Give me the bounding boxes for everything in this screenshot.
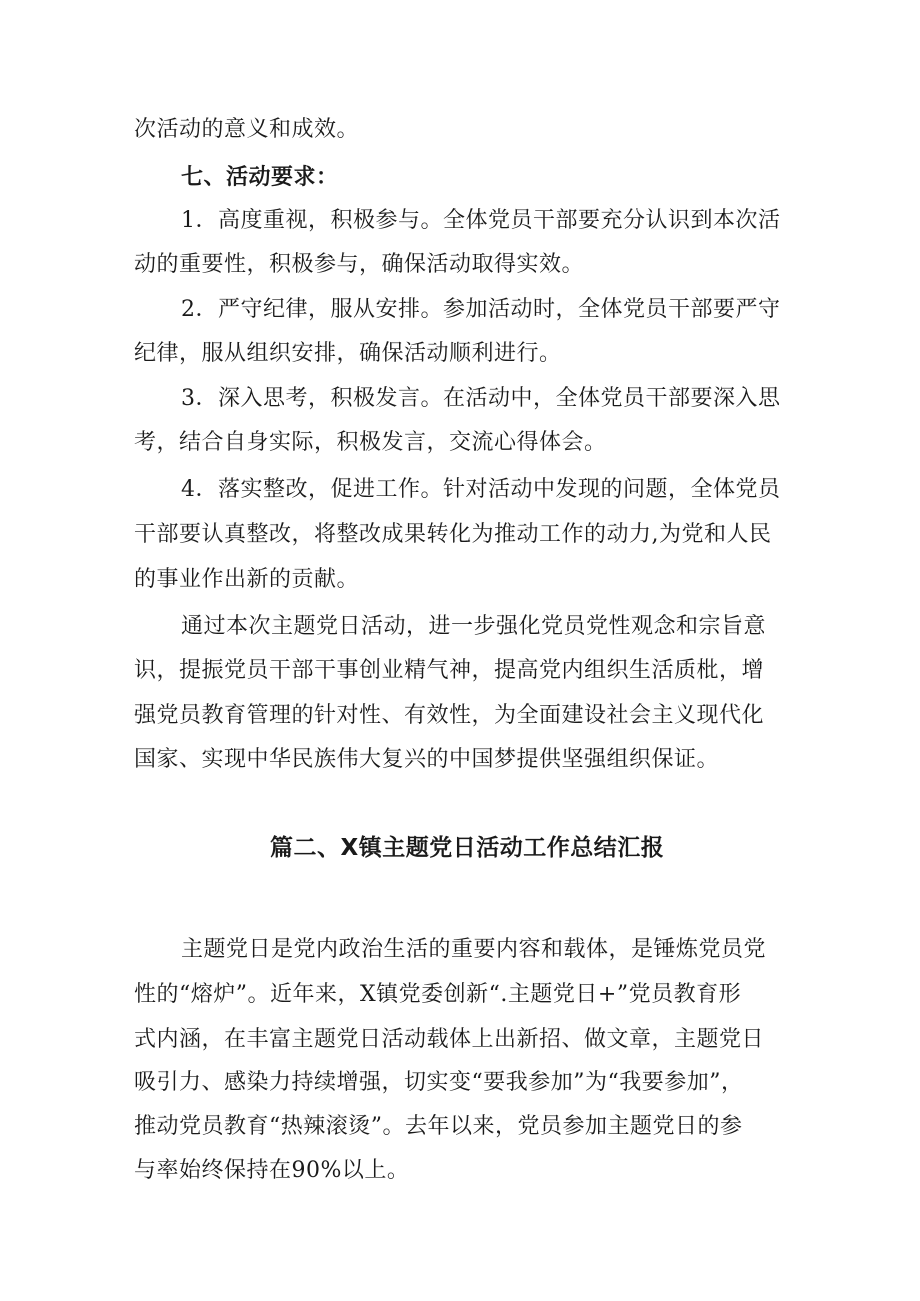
article-line-4: 吸引力、感染力持续增强，切实变“要我参加”为“我要参加”， xyxy=(134,1070,744,1095)
requirement-3-line2: 考，结合自身实际，积极发言，交流心得体会。 xyxy=(134,430,607,455)
article-line-2: 性的“熔炉”。近年来，X镇党委创新“.主题党日+”党员教育形 xyxy=(134,982,742,1007)
conclusion-line-3: 强党员教育管理的针对性、有效性，为全面建设社会主义现代化 xyxy=(134,703,765,728)
conclusion-line-2: 识，提振党员干部干事创业精气神，提高党内组织生活质枇，增 xyxy=(134,658,765,683)
continuation-line: 次活动的意义和成效。 xyxy=(134,117,360,142)
requirement-4-line1: 4．落实整改，促进工作。针对活动中发现的问题，全体党员 xyxy=(181,477,781,502)
article-line-6: 与率始终保持在90%以上。 xyxy=(134,1158,410,1183)
conclusion-line-1: 通过本次主题党日活动，进一步强化党员党性观念和宗旨意 xyxy=(181,614,767,639)
requirement-4-line3: 的事业作出新的贡献。 xyxy=(134,567,360,592)
section-heading: 七、活动要求： xyxy=(181,164,339,190)
requirement-3-line1: 3．深入思考，积极发言。在活动中，全体党员干部要深入思 xyxy=(181,386,781,411)
article-line-1: 主题党日是党内政治生活的重要内容和载体，是锤炼党员党 xyxy=(181,937,767,962)
requirement-4-line2: 干部要认真整改，将整改成果转化为推动工作的动力,为党和人民 xyxy=(134,522,772,547)
article-line-3: 式内涵，在丰富主题党日活动载体上出新招、做文章，主题党日 xyxy=(134,1027,765,1052)
requirement-1-line1: 1．高度重视，积极参与。全体党员干部要充分认识到本次活 xyxy=(181,208,781,233)
requirement-1-line2: 动的重要性，积极参与，确保活动取得实效。 xyxy=(134,252,585,277)
article-title: 篇二、X镇主题党日活动工作总结汇报 xyxy=(270,835,665,861)
conclusion-line-4: 国家、实现中华民族伟大复兴的中国梦提供坚强组织保证。 xyxy=(134,747,720,772)
article-line-5: 推动党员教育“热辣滚烫”。去年以来，党员参加主题党日的参 xyxy=(134,1114,743,1139)
requirement-2-line1: 2．严守纪律，服从安排。参加活动时，全体党员干部要严守 xyxy=(181,297,781,322)
requirement-2-line2: 纪律，服从组织安排，确保活动顺利进行。 xyxy=(134,341,562,366)
